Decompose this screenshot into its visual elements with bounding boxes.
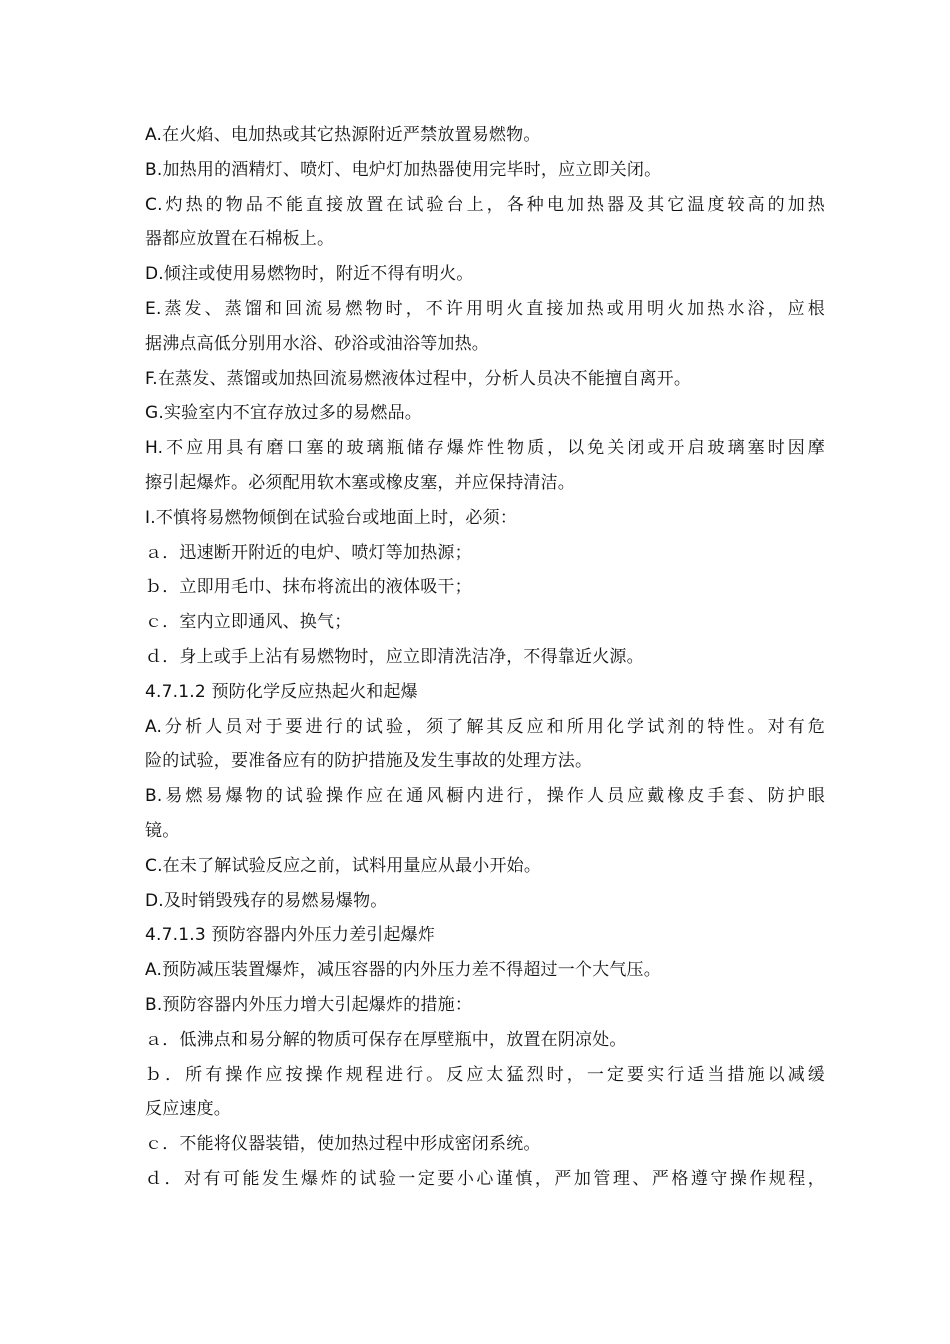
text-line: 镜。 [145, 820, 180, 841]
text-line: 险的试验，要准备应有的防护措施及发生事故的处理方法。 [145, 751, 593, 772]
text-line: A.在火焰、电加热或其它热源附近严禁放置易燃物。 [145, 125, 541, 145]
text-line: C.灼热的物品不能直接放置在试验台上，各种电加热器及其它温度较高的加热 [145, 194, 825, 215]
text-line: C.在未了解试验反应之前，试料用量应从最小开始。 [145, 855, 542, 876]
text-line: D.及时销毁残存的易燃易爆物。 [145, 890, 388, 911]
text-line: ｂ．立即用毛巾、抹布将流出的液体吸干； [145, 577, 472, 598]
text-line: A.分析人员对于要进行的试验，须了解其反应和所用化学试剂的特性。对有危 [145, 716, 825, 737]
text-line: 据沸点高低分别用水浴、砂浴或油浴等加热。 [145, 333, 489, 354]
text-line: E.蒸发、蒸馏和回流易燃物时，不许用明火直接加热或用明火加热水浴，应根 [145, 298, 825, 319]
text-line: H.不应用具有磨口塞的玻璃瓶储存爆炸性物质，以免关闭或开启玻璃塞时因摩 [145, 438, 825, 459]
text-line: B.易燃易爆物的试验操作应在通风橱内进行，操作人员应戴橡皮手套、防护眼 [145, 786, 825, 807]
text-line: 擦引起爆炸。必须配用软木塞或橡皮塞，并应保持清洁。 [145, 472, 575, 493]
text-line: 4.7.1.2 预防化学反应热起火和起爆 [145, 681, 418, 702]
text-line: ａ．迅速断开附近的电炉、喷灯等加热源； [145, 542, 472, 563]
text-line: I.不慎将易燃物倾倒在试验台或地面上时，必须： [145, 507, 518, 528]
text-line: A.预防减压装置爆炸，减压容器的内外压力差不得超过一个大气压。 [145, 960, 661, 981]
text-line: F.在蒸发、蒸馏或加热回流易燃液体过程中，分析人员决不能擅自离开。 [145, 368, 692, 389]
text-line: B.加热用的酒精灯、喷灯、电炉灯加热器使用完毕时，应立即关闭。 [145, 159, 662, 180]
text-line: ｃ．室内立即通风、换气； [145, 612, 352, 633]
text-line: 反应速度。 [145, 1099, 231, 1120]
text-line: B.预防容器内外压力增大引起爆炸的措施： [145, 994, 473, 1015]
text-line: ｃ．不能将仪器装错，使加热过程中形成密闭系统。 [145, 1134, 541, 1155]
document-body [145, 118, 825, 1197]
text-line: ｄ．对有可能发生爆炸的试验一定要小心谨慎，严加管理、严格遵守操作规程， [145, 1168, 825, 1189]
text-line: ａ．低沸点和易分解的物质可保存在厚壁瓶中，放置在阴凉处。 [145, 1029, 627, 1050]
text-line: 器都应放置在石棉板上。 [145, 229, 335, 250]
text-line: 4.7.1.3 预防容器内外压力差引起爆炸 [145, 925, 436, 946]
text-line: ｄ．身上或手上沾有易燃物时，应立即清洗洁净，不得靠近火源。 [145, 646, 644, 667]
text-line: D.倾注或使用易燃物时，附近不得有明火。 [145, 264, 474, 285]
text-line: ｂ．所有操作应按操作规程进行。反应太猛烈时，一定要实行适当措施以减缓 [145, 1064, 825, 1085]
text-line: G.实验室内不宜存放过多的易燃品。 [145, 403, 422, 424]
